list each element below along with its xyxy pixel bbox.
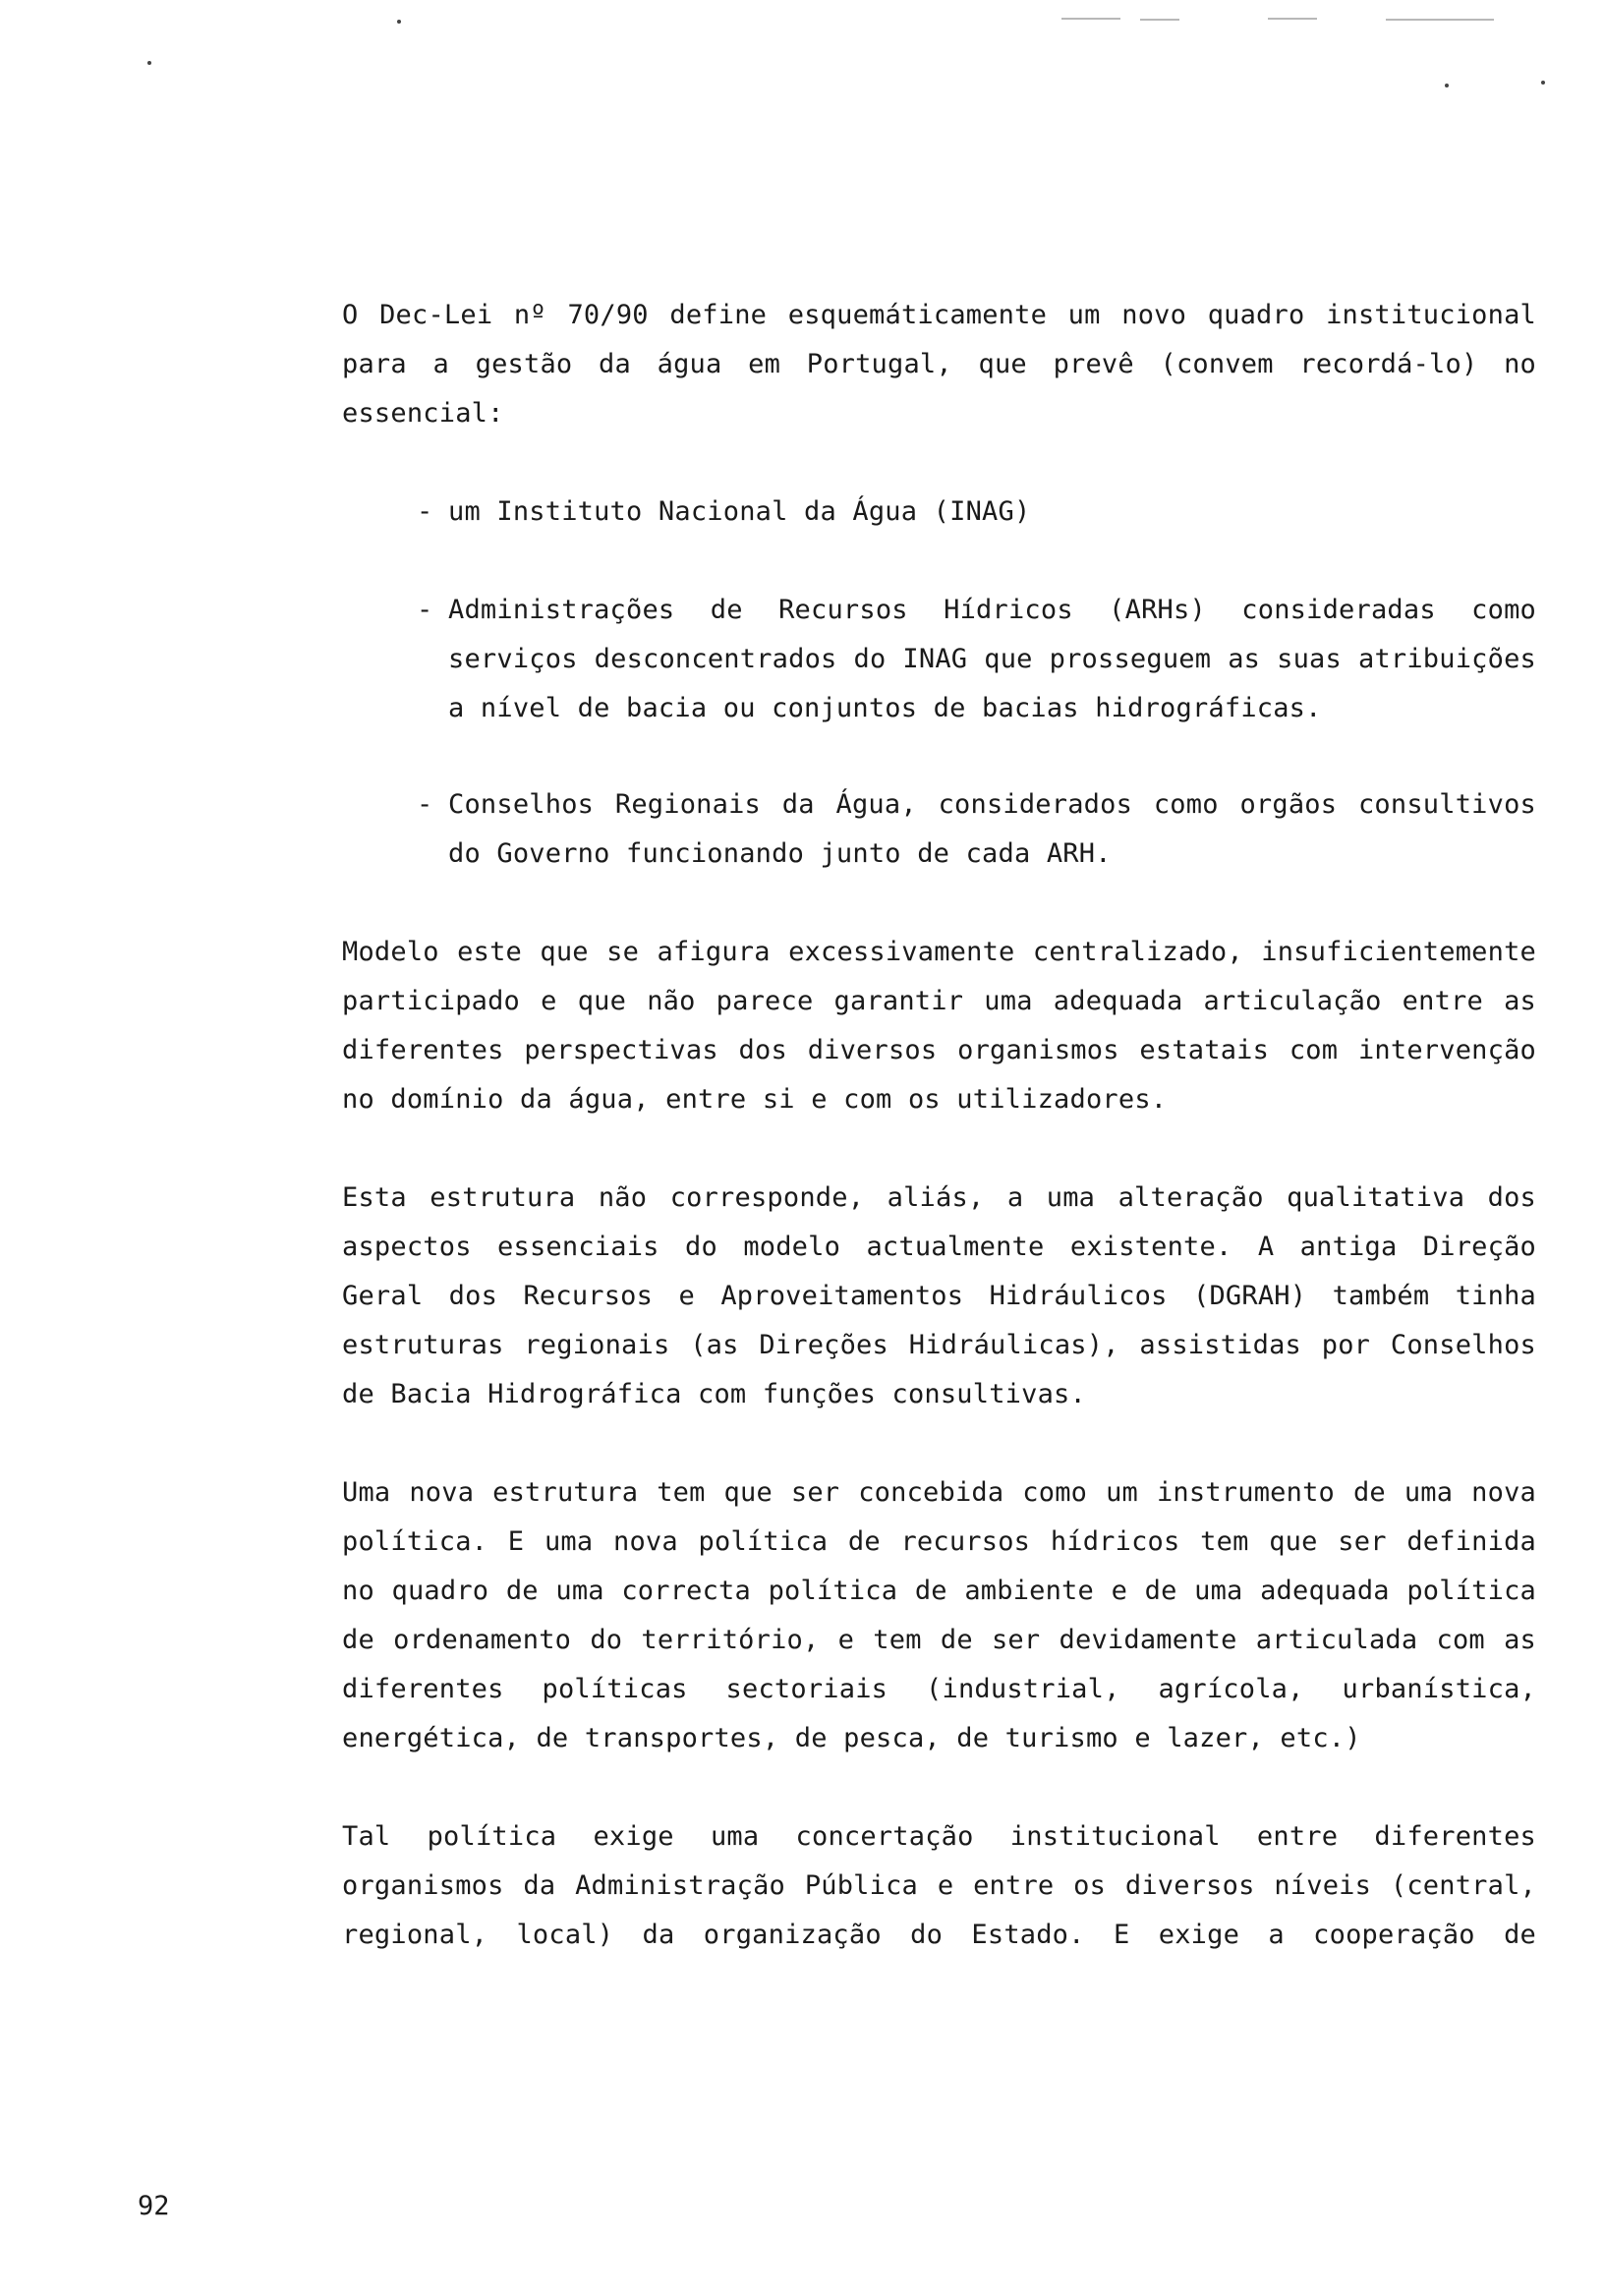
list-item-inag-text: um Instituto Nacional da Água (INAG)	[448, 496, 1031, 527]
list-item-arhs	[342, 586, 1536, 733]
scan-artifact	[1386, 19, 1494, 21]
scan-artifact	[1541, 81, 1545, 85]
scan-artifact	[397, 20, 401, 24]
paragraph-estrutura-text: Esta estrutura não corresponde, aliás, a uma alteração qualitativa dos aspectos essenciais do modelo actualmente existente. A antiga Direção Geral dos Recursos e Aproveitamentos Hidráulicos (DGRAH) também tinha estruturas regionais (as Direções Hidráulicas), assistidas por Conselhos de Bacia Hidrográfica com funções consultivas.	[342, 1182, 1536, 1409]
list-item-conselhos	[342, 780, 1536, 879]
list-item-inag	[342, 488, 1536, 537]
scan-artifact	[1140, 19, 1179, 21]
paragraph-intro	[342, 291, 1536, 438]
paragraph-estrutura	[342, 1174, 1536, 1419]
scan-artifact	[1268, 18, 1317, 20]
list-item-arhs-text: Administrações de Recursos Hídricos (ARHs) consideradas como serviços desconcentrados do INAG que prosseguem as suas atribuições a nível de bacia ou conjuntos de bacias hidrográficas.	[448, 595, 1536, 723]
bullet-dash: -	[417, 789, 433, 820]
bullet-dash: -	[417, 496, 433, 527]
paragraph-politica-text: Tal política exige uma concertação institucional entre diferentes organismos da Administração Pública e entre os diversos níveis (central, regional, local) da organização do Estado. E exige a cooperação de	[342, 1821, 1536, 1950]
paragraph-nova-estrutura	[342, 1468, 1536, 1763]
scan-artifact	[1445, 84, 1449, 87]
paragraph-nova-estrutura-text: Uma nova estrutura tem que ser concebida como um instrumento de uma nova política. E uma nova política de recursos hídricos tem que ser definida no quadro de uma correcta política de ambiente e de uma adequada política de ordenamento do território, e tem de ser devidamente articulada com as diferentes políticas sectoriais (industrial, agrícola, urbanística, energética, de transportes, de pesca, de turismo e lazer, etc.)	[342, 1477, 1536, 1753]
page-number: 92	[138, 2191, 170, 2221]
paragraph-intro-text: O Dec-Lei nº 70/90 define esquemáticamente um novo quadro institucional para a gestão da água em Portugal, que prevê (convem recordá-lo) no essencial:	[342, 300, 1536, 429]
list-item-conselhos-text: Conselhos Regionais da Água, considerados como orgãos consultivos do Governo funcionando junto de cada ARH.	[448, 789, 1536, 869]
paragraph-politica	[342, 1812, 1536, 1960]
scan-artifact	[147, 61, 151, 65]
bullet-dash: -	[417, 595, 433, 625]
paragraph-modelo-text: Modelo este que se afigura excessivamente centralizado, insuficientemente participado e que não parece garantir uma adequada articulação entre as diferentes perspectivas dos diversos organismos estatais com intervenção no domínio da água, entre si e com os utilizadores.	[342, 937, 1536, 1115]
paragraph-modelo	[342, 928, 1536, 1124]
scan-artifact	[1061, 18, 1120, 20]
